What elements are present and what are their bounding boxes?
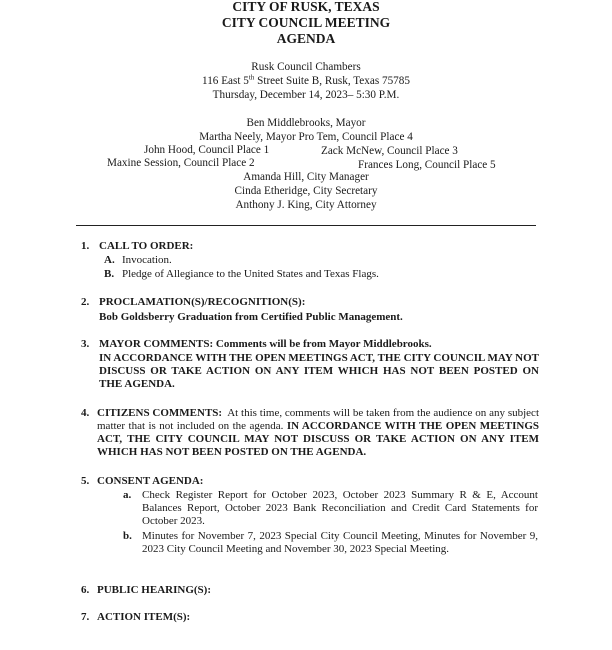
official-city-attorney: Anthony J. King, City Attorney	[235, 199, 377, 211]
item-2-body: Bob Goldsberry Graduation from Certified Public Management.	[99, 311, 403, 323]
item-6-title: PUBLIC HEARING(S):	[97, 584, 211, 596]
meeting-location: Rusk Council Chambers	[251, 61, 361, 73]
official-place-2: Maxine Session, Council Place 2	[107, 157, 255, 169]
item-1b-text: Pledge of Allegiance to the United States and Texas Flags.	[122, 268, 379, 280]
item-3-title: MAYOR COMMENTS: Comments will be from Mayor Middlebrooks.	[99, 338, 432, 350]
item-1-title: CALL TO ORDER:	[99, 240, 194, 252]
item-1a-text: Invocation.	[122, 254, 172, 266]
item-4-body-bold: IN ACCORDANCE WITH THE OPEN MEETINGS ACT, THE CITY COUNCIL MAY NOT DISCUSS OR TAKE ACTION ON ANY ITEM WHICH HAS NOT BEEN POSTED ON THE AGENDA.	[97, 420, 540, 458]
item-4-title: CITIZENS COMMENTS:	[97, 407, 223, 419]
item-3-number: 3.	[81, 338, 90, 350]
item-5-number: 5.	[81, 475, 90, 487]
official-place-1: John Hood, Council Place 1	[144, 144, 270, 156]
official-mayor: Ben Middlebrooks, Mayor	[246, 117, 366, 129]
item-7-number: 7.	[81, 611, 90, 623]
item-4-number: 4.	[81, 407, 90, 419]
official-place-5: Frances Long, Council Place 5	[358, 159, 496, 171]
item-4-text	[97, 407, 539, 459]
agenda-title: AGENDA	[276, 31, 336, 46]
item-5b-text: Minutes for November 7, 2023 Special City Council Meeting, Minutes for November 9, 2023 City Council Meeting and November 30, 2023 Special Meeting.	[142, 530, 538, 555]
item-1a-label: A.	[104, 254, 115, 266]
item-2-number: 2.	[81, 296, 90, 308]
item-3-body: IN ACCORDANCE WITH THE OPEN MEETINGS ACT, THE CITY COUNCIL MAY NOT DISCUSS OR TAKE ACTION ON ANY ITEM WHICH HAS NOT BEEN POSTED ON THE AGENDA.	[99, 352, 539, 390]
item-4-body: At this time, comments will be taken from the audience on any subject matter that is not included on the agenda.	[97, 407, 539, 432]
meeting-address: 116 East 5th Street Suite B, Rusk, Texas 75785	[202, 73, 410, 87]
item-5b-label: b.	[123, 530, 132, 542]
item-6-number: 6.	[81, 584, 90, 596]
meeting-datetime: Thursday, December 14, 2023– 5:30 P.M.	[212, 89, 400, 101]
official-city-secretary: Cinda Etheridge, City Secretary	[234, 185, 378, 197]
header-divider	[76, 225, 536, 226]
city-title: CITY OF RUSK, TEXAS	[232, 0, 380, 14]
official-city-manager: Amanda Hill, City Manager	[243, 171, 369, 183]
official-mayor-pro-tem: Martha Neely, Mayor Pro Tem, Council Place 4	[199, 131, 413, 143]
item-1b-label: B.	[104, 268, 115, 280]
meeting-title: CITY COUNCIL MEETING	[221, 15, 391, 30]
item-1-number: 1.	[81, 240, 90, 252]
item-2-title: PROCLAMATION(S)/RECOGNITION(S):	[99, 296, 306, 308]
item-5-title: CONSENT AGENDA:	[97, 475, 204, 487]
item-5a-text: Check Register Report for October 2023, October 2023 Summary R & E, Account Balances Report, October 2023 Bank Reconciliation and Credit Card Statements for October 2023.	[142, 489, 538, 527]
item-7-title: ACTION ITEM(S):	[97, 611, 191, 623]
item-5a-label: a.	[123, 489, 132, 501]
official-place-3: Zack McNew, Council Place 3	[321, 145, 458, 157]
